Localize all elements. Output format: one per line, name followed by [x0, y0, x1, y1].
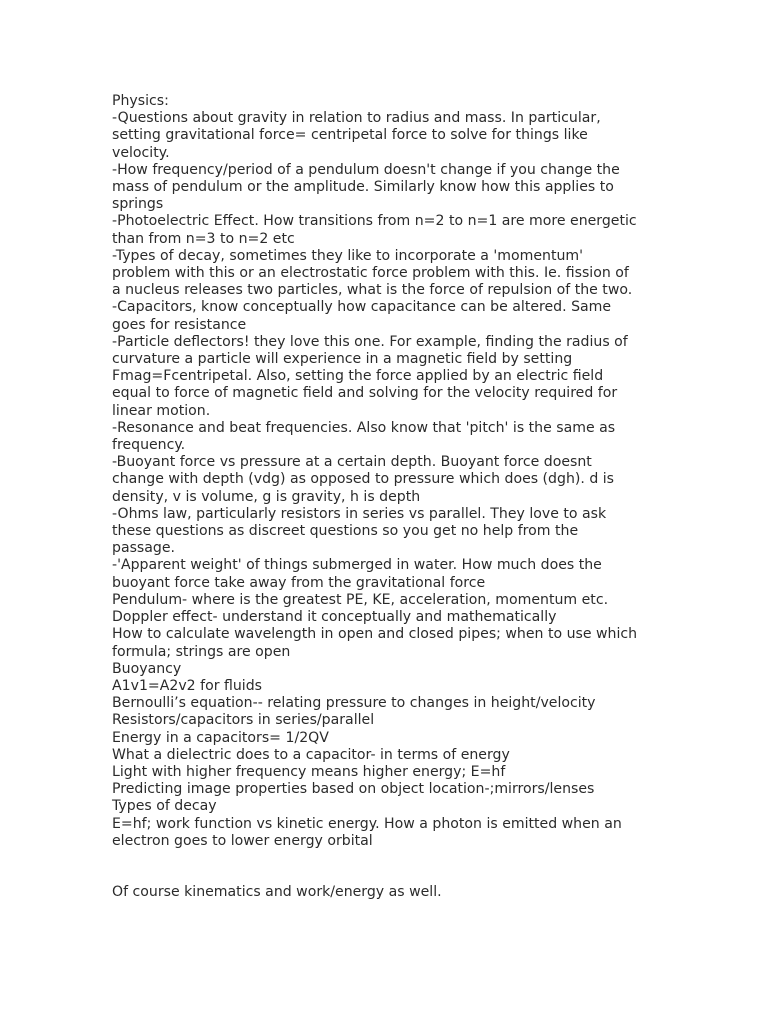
blank-space [112, 850, 664, 884]
text-line: density, v is volume, g is gravity, h is depth [112, 488, 421, 505]
text-line: linear motion. [112, 402, 211, 419]
text-line: What a dielectric does to a capacitor- in terms of energy [112, 746, 510, 763]
text-line: setting gravitational force= centripetal force to solve for things like [112, 127, 588, 144]
text-line: mass of pendulum or the amplitude. Similarly know how this applies to [112, 179, 614, 196]
text-line: Fmag=Fcentripetal. Also, setting the force applied by an electric field [112, 368, 604, 385]
text-line: electron goes to lower energy orbital [112, 832, 373, 849]
text-line: Resistors/capacitors in series/parallel [112, 712, 375, 729]
text-line: E=hf; work function vs kinetic energy. How a photon is emitted when an [112, 815, 622, 832]
text-line: -Buoyant force vs pressure at a certain depth. Buoyant force doesnt [112, 454, 592, 471]
text-line: Light with higher frequency means higher energy; E=hf [112, 763, 506, 780]
text-line: buoyant force take away from the gravitational force [112, 574, 486, 591]
text-line: change with depth (vdg) as opposed to pressure which does (dgh). d is [112, 471, 615, 488]
text-line: goes for resistance [112, 316, 247, 333]
text-line: -Resonance and beat frequencies. Also know that 'pitch' is the same as [112, 419, 616, 436]
text-line: frequency. [112, 437, 186, 454]
document-body [112, 93, 664, 902]
text-line: Types of decay [112, 798, 217, 815]
text-line: Predicting image properties based on object location-;mirrors/lenses [112, 781, 595, 798]
text-line: Buoyancy [112, 660, 182, 677]
text-line: -Capacitors, know conceptually how capacitance can be altered. Same [112, 299, 612, 316]
text-line: Pendulum- where is the greatest PE, KE, acceleration, momentum etc. [112, 591, 609, 608]
text-line: -Questions about gravity in relation to radius and mass. In particular, [112, 110, 601, 127]
text-line: formula; strings are open [112, 643, 291, 660]
text-line: Physics: [112, 93, 169, 109]
text-line: Doppler effect- understand it conceptually and mathematically [112, 609, 557, 626]
text-line: springs [112, 196, 164, 213]
text-line: Bernoulli’s equation-- relating pressure to changes in height/velocity [112, 695, 596, 712]
text-line: Energy in a capacitors= 1/2QV [112, 729, 329, 746]
text-line: -Types of decay, sometimes they like to incorporate a 'momentum' [112, 247, 584, 264]
text-line: A1v1=A2v2 for fluids [112, 677, 262, 694]
closing-line: Of course kinematics and work/energy as well. [112, 884, 442, 901]
text-line: -Particle deflectors! they love this one. For example, finding the radius of [112, 333, 628, 350]
text-line: -'Apparent weight' of things submerged in water. How much does the [112, 557, 602, 574]
text-line: problem with this or an electrostatic force problem with this. Ie. fission of [112, 265, 629, 282]
text-line: velocity. [112, 144, 170, 161]
text-line: -Photoelectric Effect. How transitions from n=2 to n=1 are more energetic [112, 213, 637, 230]
text-line: How to calculate wavelength in open and closed pipes; when to use which [112, 626, 638, 643]
text-line: equal to force of magnetic field and solving for the velocity required for [112, 385, 618, 402]
text-line: a nucleus releases two particles, what is the force of repulsion of the two. [112, 282, 633, 299]
text-line: these questions as discreet questions so you get no help from the [112, 523, 579, 540]
text-line: -How frequency/period of a pendulum doesn't change if you change the [112, 161, 620, 178]
text-line: passage. [112, 540, 176, 557]
text-line: than from n=3 to n=2 etc [112, 230, 295, 247]
text-line: curvature a particle will experience in a magnetic field by setting [112, 351, 573, 368]
text-line: -Ohms law, particularly resistors in series vs parallel. They love to ask [112, 505, 607, 522]
